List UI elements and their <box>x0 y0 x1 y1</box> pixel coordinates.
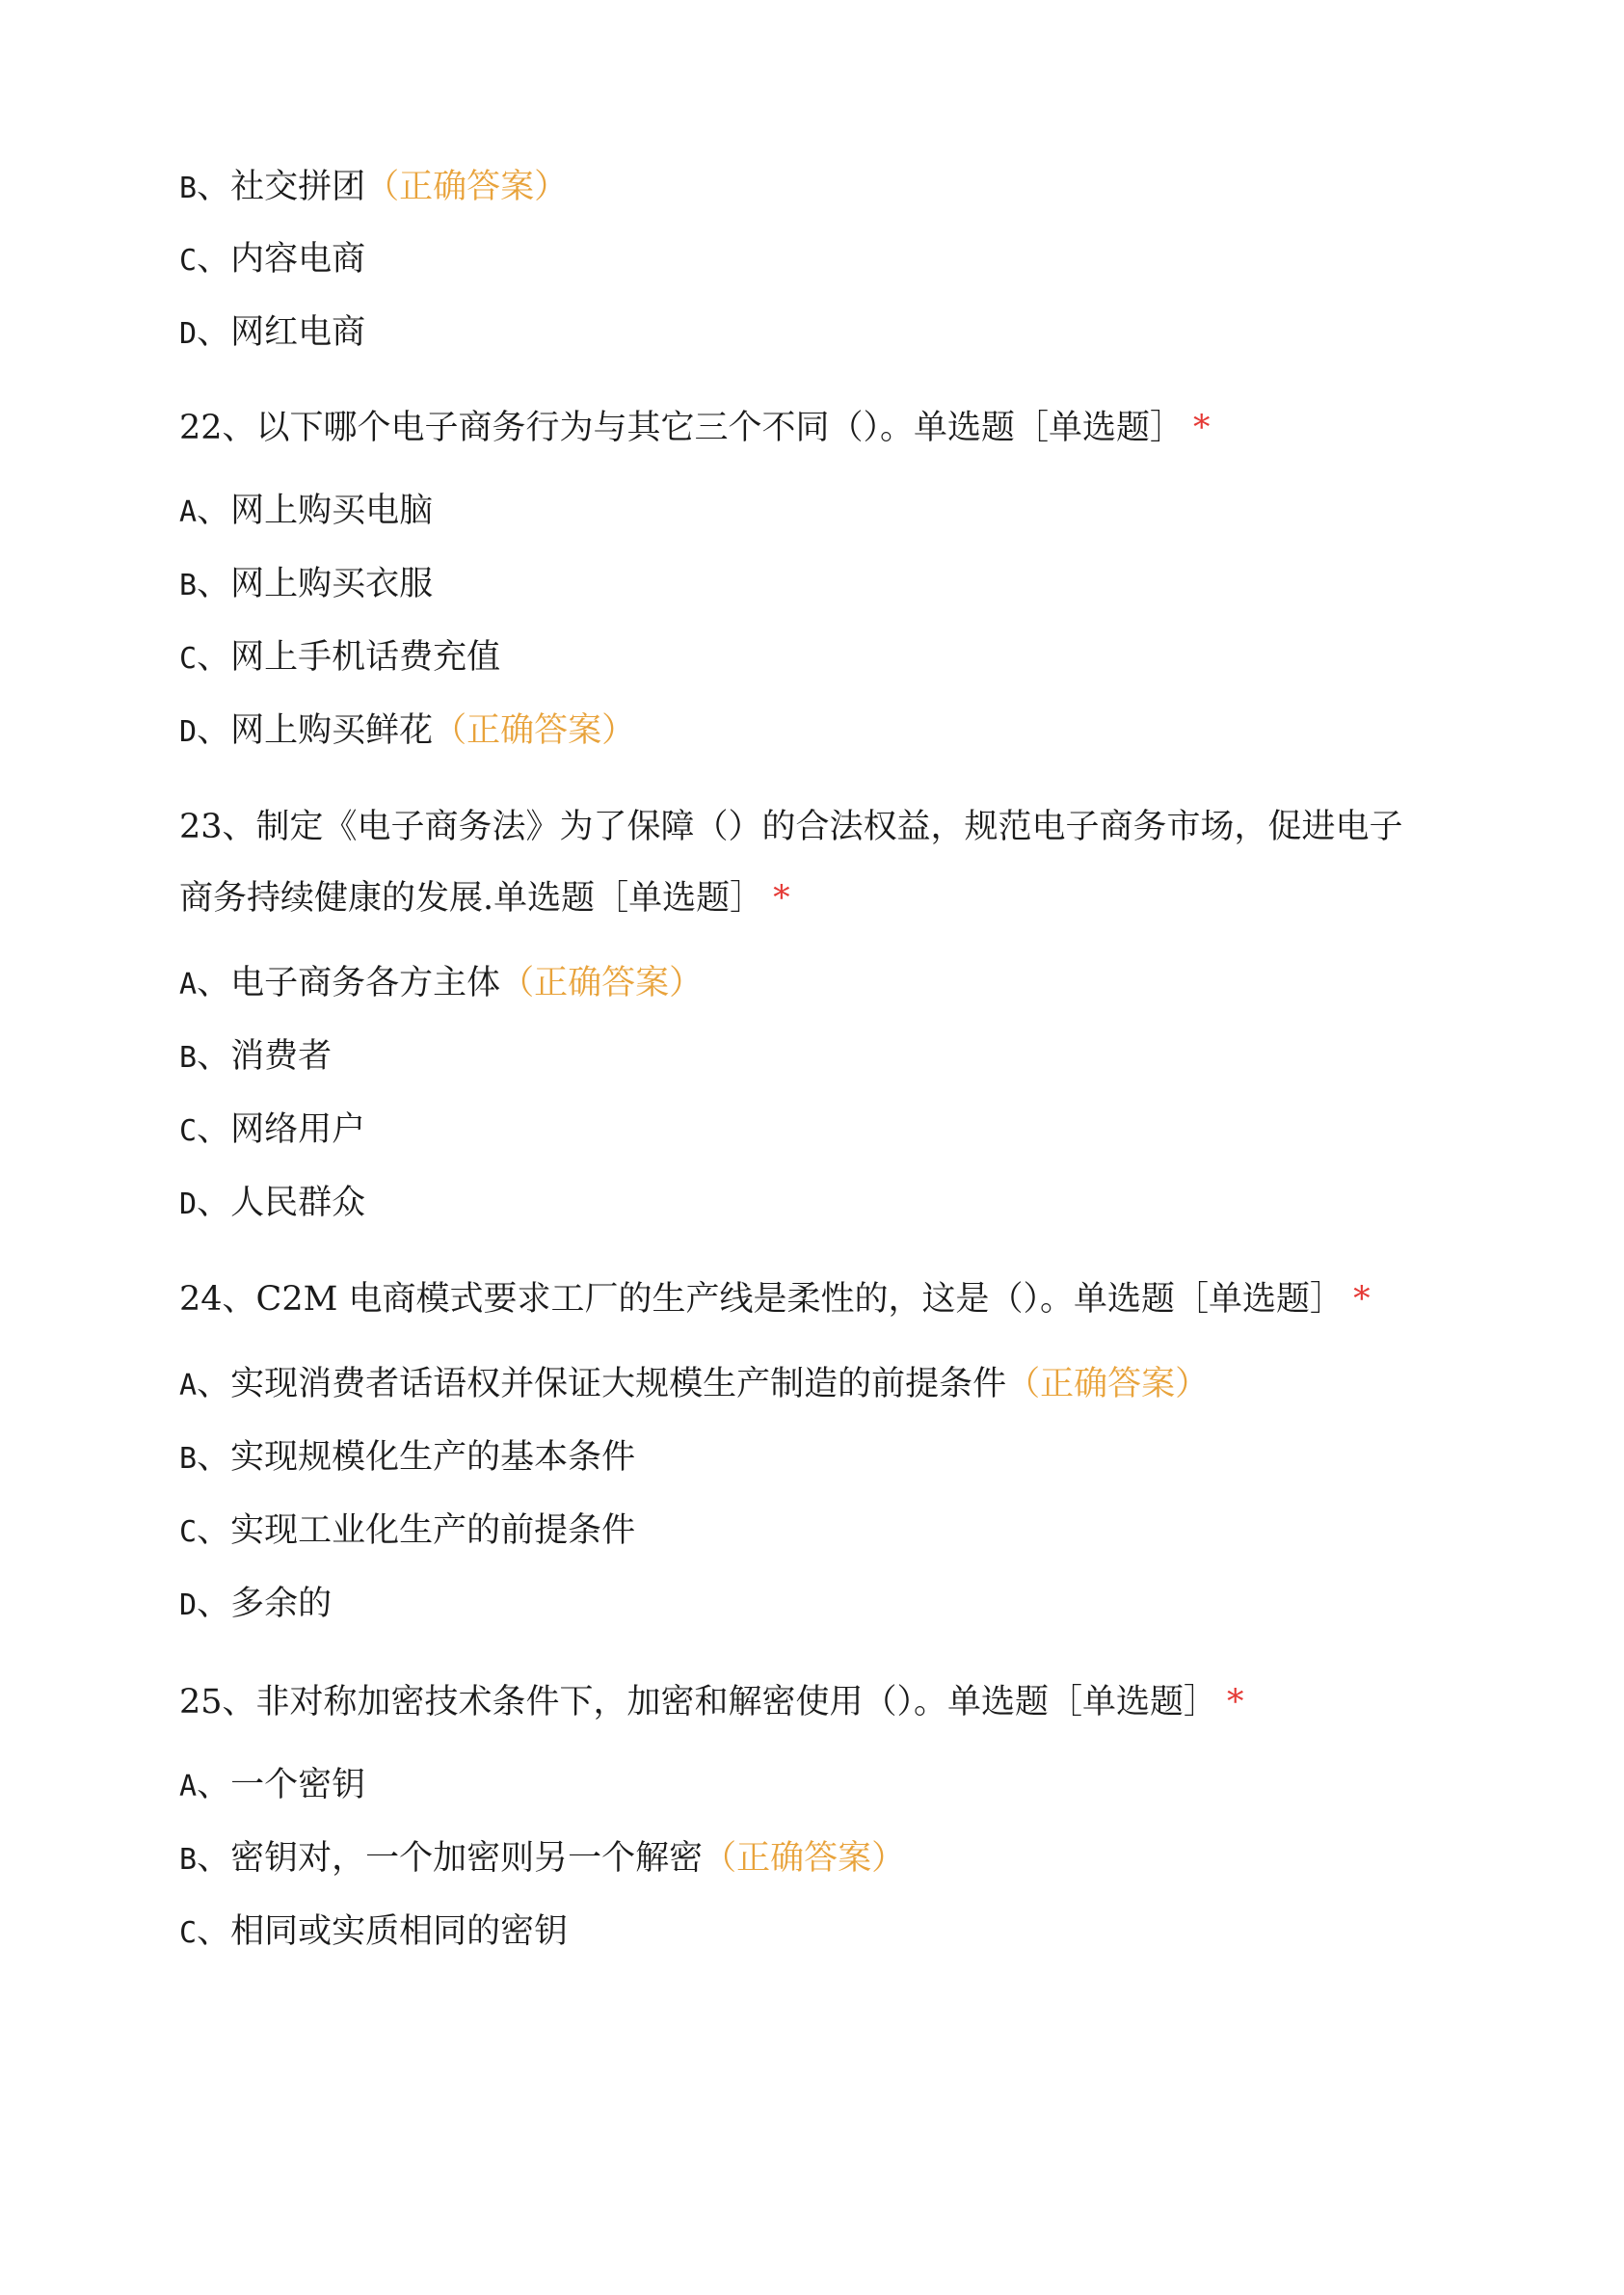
option-d <box>179 709 635 754</box>
option-text: 电子商务各方主体 <box>230 964 501 1002</box>
question-line: 22、以下哪个电子商务行为与其它三个不同（）。单选题［单选题］ <box>179 409 1185 447</box>
option-letter: D <box>179 1588 198 1622</box>
option-separator: 、 <box>197 964 231 1002</box>
question-text <box>179 877 790 920</box>
option-text: 网上购买电脑 <box>230 492 434 530</box>
option-separator: 、 <box>197 492 231 530</box>
option-a <box>179 1363 1209 1407</box>
question-line: 25、非对称加密技术条件下，加密和解密使用（）。单选题［单选题］ <box>179 1683 1218 1721</box>
option-d <box>179 1583 332 1627</box>
option-d <box>179 1182 365 1226</box>
option-text: 人民群众 <box>230 1184 366 1222</box>
option-separator: 、 <box>197 1912 231 1951</box>
option-separator: 、 <box>197 313 231 352</box>
option-text: 密钥对，一个加密则另一个解密 <box>230 1839 704 1878</box>
option-separator: 、 <box>197 1766 231 1804</box>
option-separator: 、 <box>197 168 231 206</box>
option-text: 网络用户 <box>230 1110 366 1149</box>
option-letter: B <box>179 569 198 602</box>
option-separator: 、 <box>197 1585 231 1623</box>
option-text: 消费者 <box>230 1037 333 1076</box>
correct-answer-label: （正确答案） <box>365 168 569 206</box>
option-text: 一个密钥 <box>230 1766 366 1804</box>
option-letter: D <box>179 317 198 351</box>
question-text <box>179 806 1403 848</box>
option-text: 实现工业化生产的前提条件 <box>230 1511 636 1550</box>
option-separator: 、 <box>197 638 231 677</box>
option-separator: 、 <box>197 1037 231 1076</box>
option-letter: D <box>179 715 198 749</box>
option-text: 相同或实质相同的密钥 <box>230 1912 569 1951</box>
option-text: 网上购买衣服 <box>230 565 434 603</box>
option-c <box>179 1509 635 1554</box>
option-letter: A <box>179 495 198 529</box>
question-line: 商务持续健康的发展.单选题［单选题］ <box>179 879 764 918</box>
question-line: 23、制定《电子商务法》为了保障（）的合法权益，规范电子商务市场，促进电子 <box>179 808 1403 846</box>
option-c <box>179 1108 365 1153</box>
option-a <box>179 490 433 534</box>
question-text <box>179 1278 1371 1321</box>
option-letter: C <box>179 642 198 676</box>
option-letter: B <box>179 172 198 205</box>
option-letter: C <box>179 1114 198 1148</box>
option-separator: 、 <box>197 1110 231 1149</box>
option-separator: 、 <box>197 711 231 750</box>
option-separator: 、 <box>197 1438 231 1477</box>
option-letter: C <box>179 1916 198 1950</box>
correct-answer-label: （正确答案） <box>703 1839 906 1878</box>
option-text: 实现消费者话语权并保证大规模生产制造的前提条件 <box>230 1365 1007 1403</box>
option-b <box>179 166 568 210</box>
option-letter: B <box>179 1442 198 1476</box>
required-asterisk: * <box>1353 1280 1371 1319</box>
option-text: 网上购买鲜花 <box>230 711 434 750</box>
option-text: 网上手机话费充值 <box>230 638 501 677</box>
option-text: 社交拼团 <box>230 168 366 206</box>
option-separator: 、 <box>197 1184 231 1222</box>
option-a <box>179 1764 365 1808</box>
correct-answer-label: （正确答案） <box>500 964 704 1002</box>
option-text: 多余的 <box>230 1585 333 1623</box>
correct-answer-label: （正确答案） <box>1006 1365 1210 1403</box>
required-asterisk: * <box>1193 409 1211 447</box>
option-c <box>179 1910 568 1955</box>
option-b <box>179 1436 635 1481</box>
option-separator: 、 <box>197 1511 231 1550</box>
option-d <box>179 311 365 356</box>
option-b <box>179 1837 905 1881</box>
required-asterisk: * <box>773 879 790 918</box>
option-b <box>179 1035 332 1080</box>
option-separator: 、 <box>197 565 231 603</box>
option-text: 实现规模化生产的基本条件 <box>230 1438 636 1477</box>
option-c <box>179 636 500 680</box>
option-text: 网红电商 <box>230 313 366 352</box>
option-letter: C <box>179 1515 198 1549</box>
option-separator: 、 <box>197 240 231 279</box>
option-a <box>179 962 703 1006</box>
option-letter: A <box>179 968 198 1001</box>
option-letter: B <box>179 1843 198 1877</box>
required-asterisk: * <box>1227 1683 1244 1721</box>
question-text <box>179 1681 1244 1723</box>
option-text: 内容电商 <box>230 240 366 279</box>
option-c <box>179 238 365 282</box>
option-letter: D <box>179 1188 198 1221</box>
option-letter: A <box>179 1369 198 1402</box>
option-b <box>179 563 433 607</box>
correct-answer-label: （正确答案） <box>433 711 636 750</box>
option-letter: A <box>179 1770 198 1803</box>
option-separator: 、 <box>197 1839 231 1878</box>
option-separator: 、 <box>197 1365 231 1403</box>
option-letter: B <box>179 1041 198 1075</box>
option-letter: C <box>179 244 198 278</box>
question-text <box>179 407 1211 449</box>
question-line: 24、C2M 电商模式要求工厂的生产线是柔性的，这是（）。单选题［单选题］ <box>179 1280 1344 1319</box>
